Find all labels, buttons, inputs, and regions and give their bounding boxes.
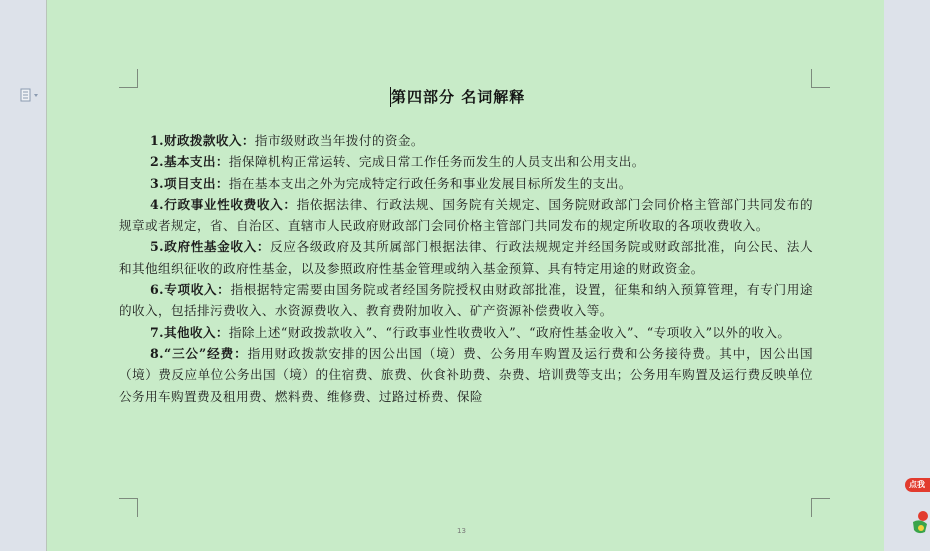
definition-text: 指依据法律、行政法规、国务院有关规定、国务院财政部门会同价格主管部门共同发布的规章或者规定，省、自治区、直辖市人民政府财政部门会同价格主管部门共同发布的规定所收取的各项收费收入。 (119, 196, 813, 234)
margin-corner-top-left (119, 69, 138, 88)
definition-term: 8.“三公”经费： (150, 345, 248, 361)
definition-term: 6.专项收入： (150, 282, 231, 298)
definition-term: 4.行政事业性收费收入： (150, 196, 297, 212)
definition-paragraph (119, 151, 813, 172)
definition-term: 1.财政拨款收入： (150, 133, 255, 148)
definition-text: 指根据特定需要由国务院或者经国务院授权由财政部批准，设置，征集和纳入预算管理，有专门用途的收入，包括排污费收入、水资源费收入、教育费附加收入、矿产资源补偿费收入等。 (119, 282, 813, 319)
definition-paragraph (119, 194, 813, 237)
definition-term: 5.政府性基金收入： (150, 239, 271, 255)
definition-text: 指用财政拨款安排的因公出国（境）费、公务用车购置及运行费和公务接待费。其中，因公出国（境）费反应单位公务出国（境）的住宿费、旅费、伙食补助费、杂费、培训费等支出；公务用车购置及运行费反映单位公务用车购置费及租用费、燃料费、维修费、过路过桥费、保险 (119, 345, 813, 404)
definition-text: 反应各级政府及其所属部门根据法律、行政法规规定并经国务院或财政部批准，向公民、法人和其他组织征收的政府性基金，以及参照政府性基金管理或纳入基金预算、具有特定用途的财政资金。 (119, 239, 813, 276)
definition-paragraph (119, 343, 813, 407)
document-menu-icon[interactable] (20, 87, 42, 101)
promo-badge[interactable]: 点我 (905, 478, 930, 492)
definition-paragraph (119, 322, 813, 343)
definition-paragraph (119, 130, 813, 151)
definition-text: 指在基本支出之外为完成特定行政任务和事业发展目标所发生的支出。 (228, 175, 632, 191)
definition-text: 指市级财政当年拨付的资金。 (254, 133, 424, 148)
definition-term: 7.其他收入： (150, 324, 229, 340)
margin-corner-bottom-left (119, 498, 138, 517)
page-title: 第四部分 名词解释 (391, 88, 526, 106)
document-page[interactable] (46, 0, 886, 551)
definition-text: 指保障机构正常运转、完成日常工作任务而发生的人员支出和公用支出。 (228, 154, 645, 170)
definition-term: 3.项目支出： (150, 175, 229, 191)
definition-text: 指除上述“财政拨款收入”、“行政事业性收费收入”、“政府性基金收入”、“专项收入”以外的收入。 (228, 324, 791, 340)
margin-corner-bottom-right (811, 498, 830, 517)
definition-paragraph (119, 173, 813, 194)
workspace-left (0, 0, 46, 551)
workspace-right (884, 0, 930, 551)
page-number: 13 (457, 527, 466, 535)
document-body (119, 130, 813, 407)
margin-corner-top-right (811, 69, 830, 88)
promo-widget[interactable] (905, 478, 930, 538)
definition-paragraph (119, 279, 813, 322)
definition-paragraph (119, 236, 813, 279)
gift-icon (911, 508, 929, 536)
definition-term: 2.基本支出： (150, 154, 229, 170)
